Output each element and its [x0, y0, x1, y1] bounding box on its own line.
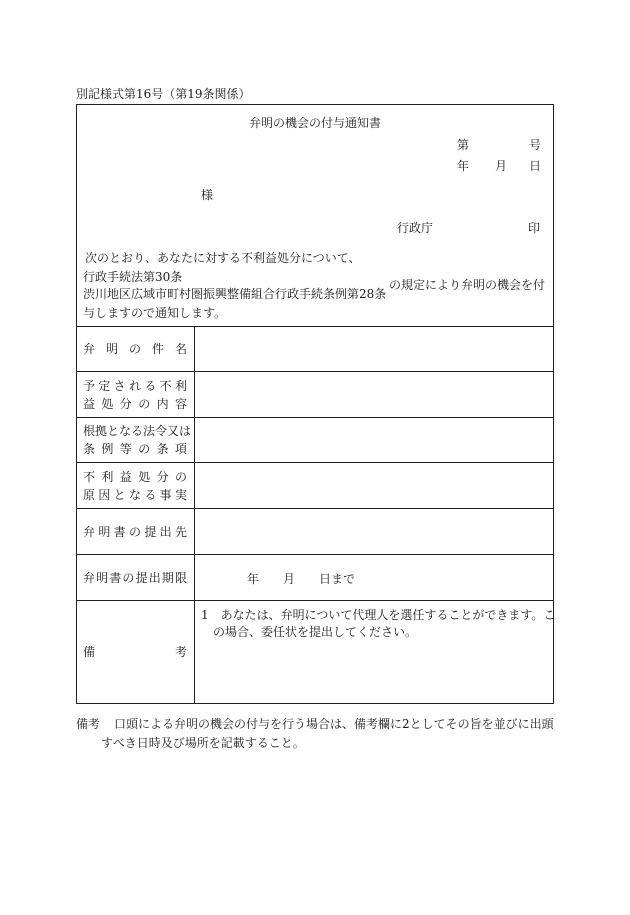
- row-case-name: [77, 326, 553, 372]
- row-label: [77, 326, 195, 371]
- number-prefix: 第: [457, 138, 470, 152]
- remarks-field[interactable]: [195, 601, 556, 703]
- remarks-note-line-1: 1 あなたは、弁明について代理人を選任することができます。こ: [201, 608, 556, 622]
- row-submission-deadline: [77, 555, 553, 601]
- addressee-suffix: 様: [201, 188, 214, 202]
- row-planned-disposition: [77, 372, 553, 418]
- form-header: [77, 105, 553, 327]
- number-suffix: 号: [529, 138, 542, 152]
- legal-basis-field[interactable]: [195, 418, 553, 462]
- row-legal-basis: [77, 418, 553, 463]
- body-line-3: 与しますので通知します。: [83, 306, 227, 320]
- submission-deadline-field[interactable]: [195, 555, 553, 600]
- case-name-field[interactable]: [195, 326, 553, 371]
- submission-destination-field[interactable]: [195, 509, 553, 554]
- label-line: 弁明書の提出先: [83, 525, 187, 539]
- label-line: 原因となる事実: [83, 488, 187, 502]
- label-line: 不利益処分の: [83, 470, 187, 484]
- notice-form: [76, 104, 554, 704]
- causal-facts-field[interactable]: [195, 463, 553, 508]
- body-line-1: 次のとおり、あなたに対する不利益処分について、: [85, 251, 361, 265]
- footer-heading: 備考: [76, 717, 101, 731]
- remarks-note-line-2: の場合、委任状を提出してください。: [213, 625, 418, 639]
- issuing-agency: 行政庁: [397, 221, 434, 235]
- label-line: 益処分の内容: [83, 397, 187, 411]
- row-label: [77, 509, 195, 554]
- row-causal-facts: [77, 463, 553, 509]
- label-line: 根拠となる法令又は: [83, 424, 192, 438]
- label-line: 備 考: [83, 645, 187, 659]
- body-line-2-tail: の規定により弁明の機会を付: [389, 278, 546, 292]
- row-remarks: [77, 601, 556, 703]
- row-submission-destination: [77, 509, 553, 555]
- label-line: 条例等の条項: [83, 442, 187, 456]
- footer-note-line-1: [76, 715, 554, 732]
- date-year: 年: [457, 159, 470, 173]
- label-line: 予定される不利: [83, 379, 187, 393]
- row-label: [77, 372, 195, 417]
- date-month: 月: [495, 159, 508, 173]
- row-label: [77, 555, 195, 600]
- seal-mark: 印: [528, 221, 541, 235]
- label-line: 弁 明 の 件 名: [83, 342, 187, 356]
- document-title: 弁明の機会の付与通知書: [248, 116, 381, 130]
- law-reference-2: 渋川地区広域市町村圏振興整備組合行政手続条例第28条: [83, 287, 387, 301]
- deadline-date-text: 年 月 日まで: [247, 572, 356, 586]
- date-day: 日: [529, 159, 542, 173]
- planned-disposition-field[interactable]: [195, 372, 553, 417]
- form-id: 別記様式第16号（第19条関係）: [76, 87, 251, 101]
- label-line: 弁明書の提出期限: [83, 571, 187, 585]
- footer-note-line-2: すべき日時及び場所を記載すること。: [101, 736, 305, 750]
- law-reference-1: 行政手続法第30条: [83, 270, 183, 284]
- row-label: [77, 463, 195, 508]
- footer-text-1: 口頭による弁明の機会の付与を行う場合は、備考欄に2としてその旨を並びに出頭: [114, 717, 554, 731]
- row-label: [77, 601, 195, 703]
- row-label: [77, 418, 195, 462]
